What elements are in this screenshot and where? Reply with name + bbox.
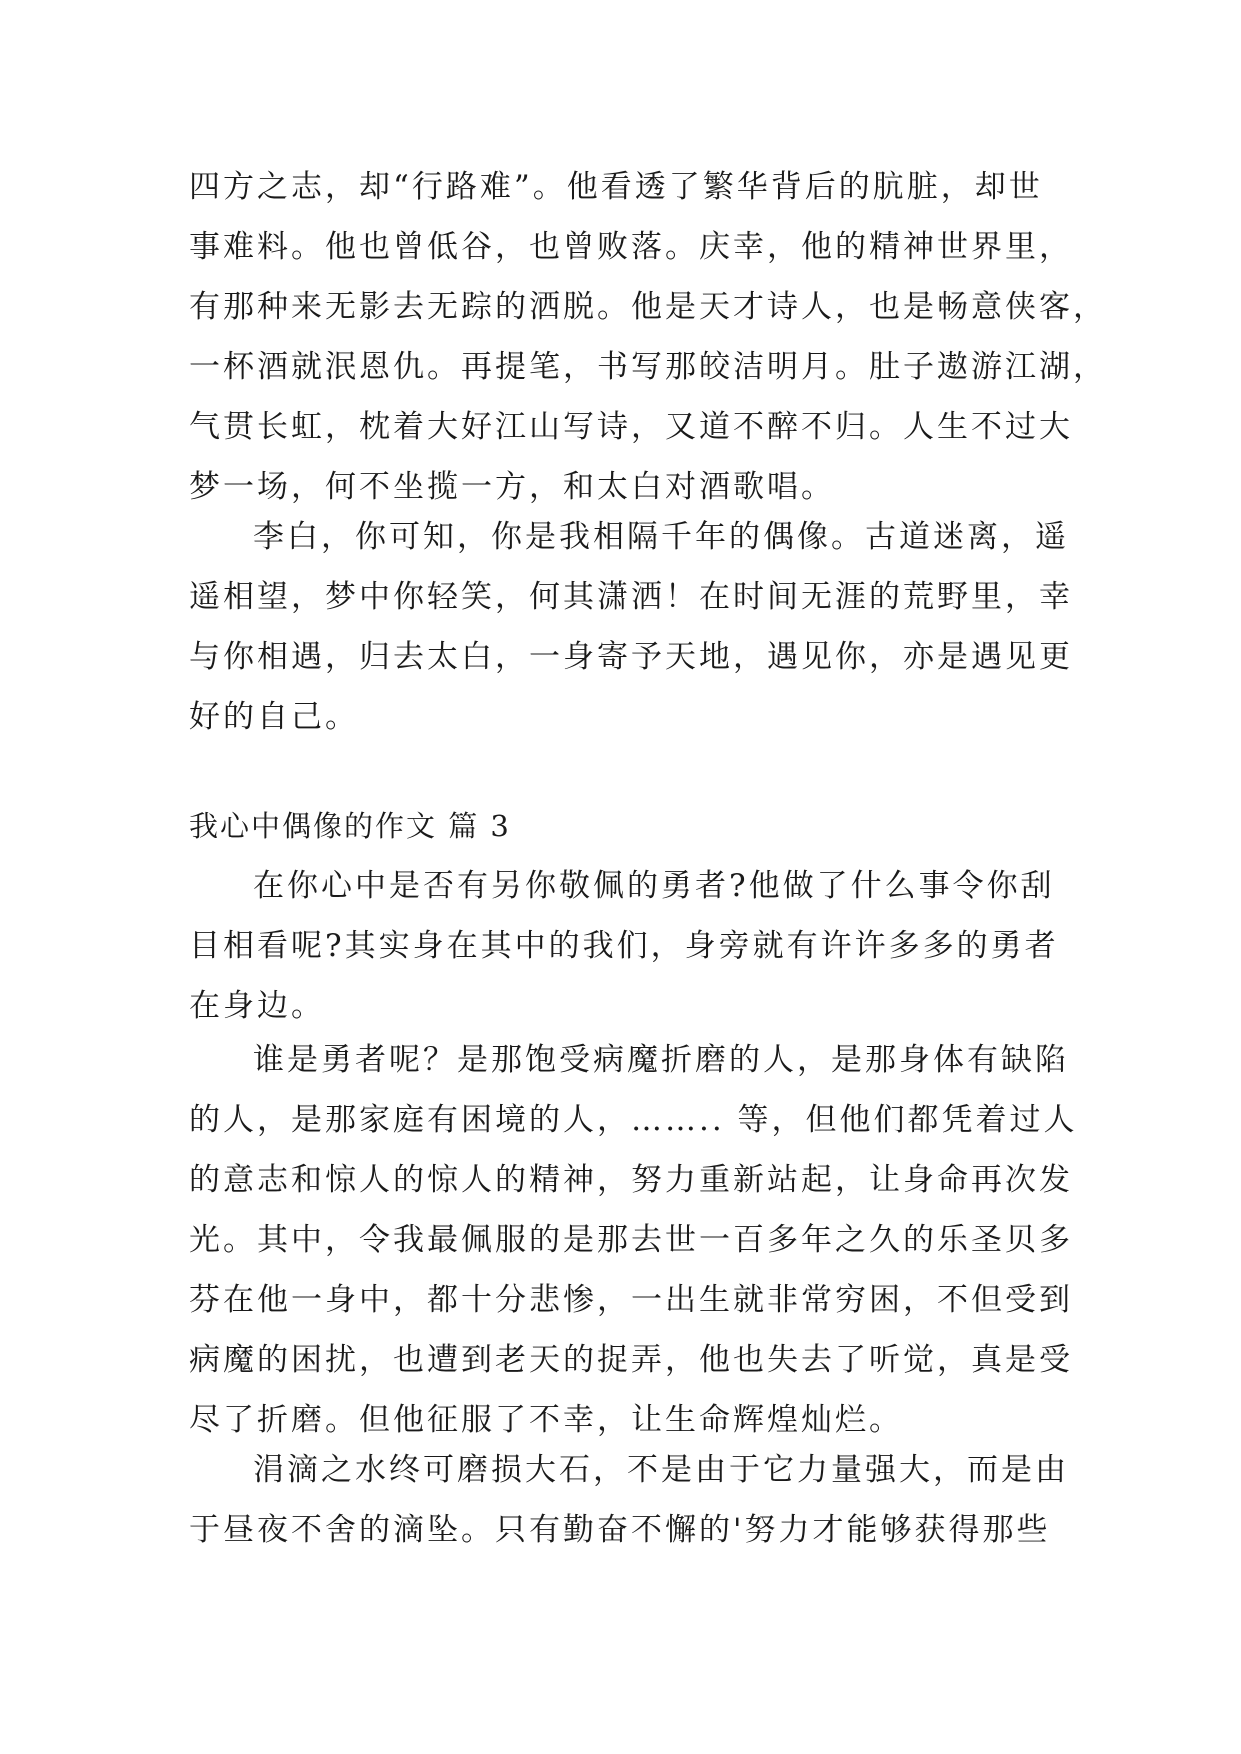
text-line: 于昼夜不舍的滴坠。只有勤奋不懈的'努力才能够获得那些 bbox=[189, 1512, 1051, 1548]
text-line: 好的自己。 bbox=[189, 699, 359, 735]
text-line: 事难料。他也曾低谷，也曾败落。庆幸，他的精神世界里， bbox=[189, 229, 1073, 265]
text-line: 谁是勇者呢？是那饱受病魔折磨的人，是那身体有缺陷 bbox=[253, 1042, 1069, 1078]
text-line: 四方之志，却“行路难”。他看透了繁华背后的肮脏，却世 bbox=[189, 169, 1043, 205]
text-line: 与你相遇，归去太白，一身寄予天地，遇见你，亦是遇见更 bbox=[189, 639, 1073, 675]
text-line: 一杯酒就泯恩仇。再提笔，书写那皎洁明月。肚子遨游江湖， bbox=[189, 349, 1107, 385]
text-line: 在你心中是否有另你敬佩的勇者?他做了什么事令你刮 bbox=[253, 868, 1055, 904]
paragraph-water-drop bbox=[189, 1440, 1069, 1560]
text-line: 的人，是那家庭有困境的人，…….. 等，但他们都凭着过人 bbox=[189, 1102, 1078, 1138]
text-line: 气贯长虹，枕着大好江山写诗，又道不醉不归。人生不过大 bbox=[189, 409, 1073, 445]
text-line: 梦一场，何不坐揽一方，和太白对酒歌唱。 bbox=[189, 469, 835, 505]
text-line: 有那种来无影去无踪的洒脱。他是天才诗人，也是畅意侠客， bbox=[189, 289, 1107, 325]
section-heading: 我心中偶像的作文 篇 3 bbox=[189, 809, 511, 843]
text-line: 病魔的困扰，也遭到老天的捉弄，他也失去了听觉，真是受 bbox=[189, 1342, 1073, 1378]
text-line: 光。其中，令我最佩服的是那去世一百多年之久的乐圣贝多 bbox=[189, 1222, 1073, 1258]
text-line: 遥相望，梦中你轻笑，何其潇洒！在时间无涯的荒野里，幸 bbox=[189, 579, 1073, 615]
paragraph-beethoven bbox=[189, 1030, 1078, 1450]
text-line: 的意志和惊人的惊人的精神，努力重新站起，让身命再次发 bbox=[189, 1162, 1073, 1198]
text-line: 在身边。 bbox=[189, 988, 325, 1024]
text-line: 目相看呢?其实身在其中的我们，身旁就有许许多多的勇者 bbox=[189, 928, 1059, 964]
paragraph-brave-intro bbox=[189, 856, 1059, 1036]
text-line: 涓滴之水终可磨损大石，不是由于它力量强大，而是由 bbox=[253, 1452, 1069, 1488]
paragraph-li-bai-idol bbox=[189, 507, 1073, 747]
text-line: 李白，你可知，你是我相隔千年的偶像。古道迷离，遥 bbox=[253, 519, 1069, 555]
text-line: 尽了折磨。但他征服了不幸，让生命辉煌灿烂。 bbox=[189, 1402, 903, 1438]
paragraph-li-bai-spirit bbox=[189, 157, 1107, 517]
text-line: 芬在他一身中，都十分悲惨，一出生就非常穷困，不但受到 bbox=[189, 1282, 1073, 1318]
